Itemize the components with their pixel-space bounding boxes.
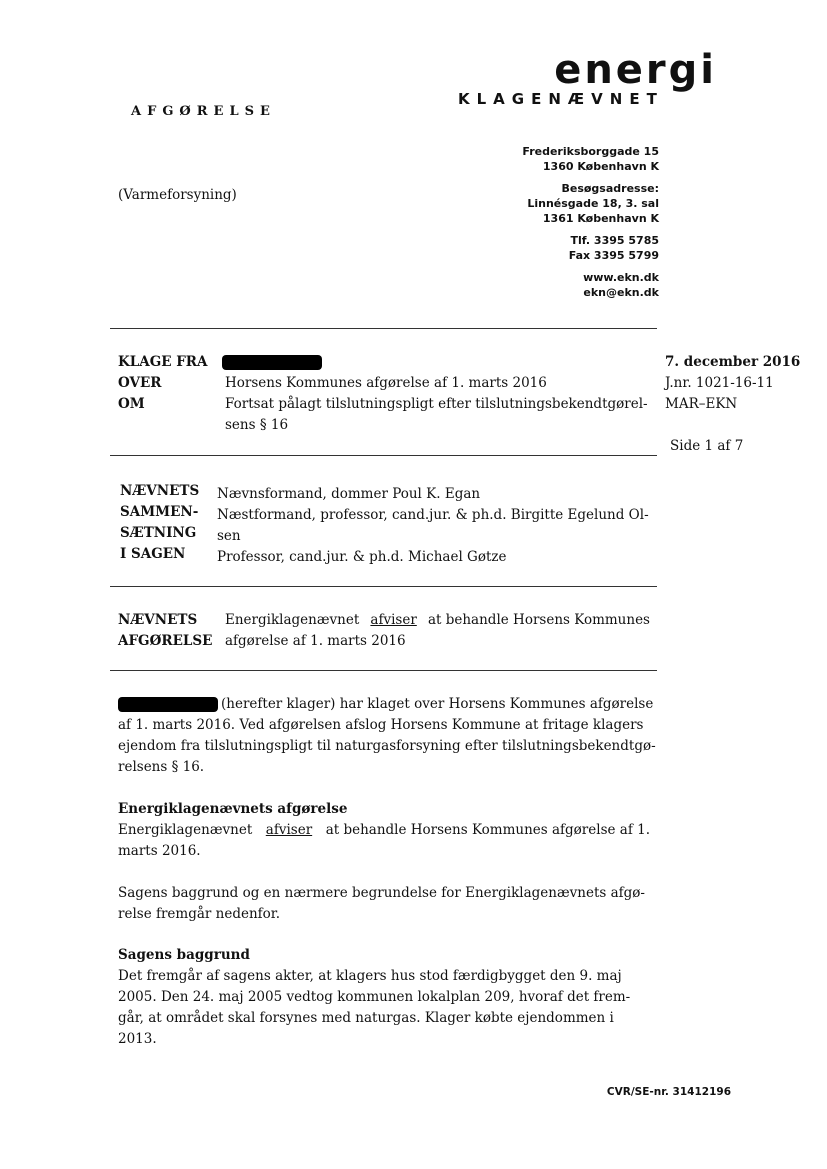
visit-city: 1361 København K [542, 212, 659, 225]
body-intro-2: af 1. marts 2016. Ved afgørelsen afslog Horsens Kommune at fritage klagers [118, 717, 644, 733]
background-line-3: går, at området skal forsynes med naturgas. Klager købte ejendommen i [118, 1010, 614, 1026]
decision-label: NÆVNETS AFGØRELSE [118, 612, 213, 649]
email-link[interactable]: ekn@ekn.dk [583, 286, 659, 299]
decision-text-2: marts 2016. [118, 843, 201, 859]
visit-label: Besøgsadresse: [561, 182, 659, 195]
date: 7. december 2016 [665, 354, 801, 370]
om-label: OM [118, 396, 145, 412]
reason-line-2: relse fremgår nedenfor. [118, 906, 281, 922]
decision-line-1: Energiklagenævnet afviser at behandle Horsens Kommunes [225, 612, 650, 628]
board-member: sen [217, 528, 241, 544]
address-block [522, 144, 659, 300]
address-street: Frederiksborggade 15 [522, 145, 659, 158]
footer-cvr: CVR/SE-nr. 31412196 [606, 1086, 731, 1098]
decision-text-1: Energiklagenævnet afviser at behandle Horsens Kommunes afgørelse af 1. [118, 822, 650, 838]
body-intro-3: ejendom fra tilslutningspligt til naturgasforsyning efter tilslutningsbekendtgø- [118, 738, 656, 754]
divider [110, 328, 657, 329]
body-intro-1: (herefter klager) har klaget over Horsens Kommunes afgørelse [221, 696, 654, 712]
background-line-4: 2013. [118, 1031, 157, 1047]
body-intro-4: relsens § 16. [118, 759, 205, 775]
om-line-2: sens § 16 [225, 417, 289, 433]
visit-street: Linnésgade 18, 3. sal [527, 197, 659, 210]
heading-decision: Energiklagenævnets afgørelse [118, 801, 348, 817]
reason-line-1: Sagens baggrund og en nærmere begrundelse for Energiklagenævnets afgø- [118, 885, 645, 901]
board-member: Næstformand, professor, cand.jur. & ph.d. Birgitte Egelund Ol- [217, 507, 649, 523]
decision-line-2: afgørelse af 1. marts 2016 [225, 633, 406, 649]
logo-wordmark: energi [554, 47, 717, 93]
background-line-1: Det fremgår af sagens akter, at klagers hus stod færdigbygget den 9. maj [118, 968, 622, 984]
board-members [217, 484, 649, 568]
redacted-complainant [118, 697, 218, 712]
page-number: Side 1 af 7 [670, 438, 744, 454]
over-label: OVER [118, 375, 162, 391]
logo-subtitle: KLAGENÆVNET [458, 90, 664, 108]
board-member: Professor, cand.jur. & ph.d. Michael Gøtze [217, 549, 507, 565]
heading-background: Sagens baggrund [118, 947, 250, 963]
divider [110, 670, 657, 671]
website-link[interactable]: www.ekn.dk [583, 271, 659, 284]
over-value: Horsens Kommunes afgørelse af 1. marts 2016 [225, 375, 547, 391]
subject: (Varmeforsyning) [118, 187, 237, 203]
address-city: 1360 København K [542, 160, 659, 173]
document-title: AFGØRELSE [131, 104, 276, 119]
phone: Tlf. 3395 5785 [570, 234, 659, 247]
om-line-1: Fortsat pålagt tilslutningspligt efter tilslutningsbekendtgørel- [225, 396, 648, 412]
divider [110, 455, 657, 456]
reference: MAR–EKN [665, 396, 738, 412]
board-member: Nævnsformand, dommer Poul K. Egan [217, 486, 481, 502]
fax: Fax 3395 5799 [568, 249, 659, 262]
journal-number: J.nr. 1021-16-11 [665, 375, 774, 391]
divider [110, 586, 657, 587]
redacted-complainant [222, 355, 322, 370]
background-line-2: 2005. Den 24. maj 2005 vedtog kommunen lokalplan 209, hvoraf det frem- [118, 989, 631, 1005]
klage-fra-label: KLAGE FRA [118, 354, 208, 370]
board-label: NÆVNETS SAMMEN- SÆTNING I SAGEN [120, 483, 200, 562]
